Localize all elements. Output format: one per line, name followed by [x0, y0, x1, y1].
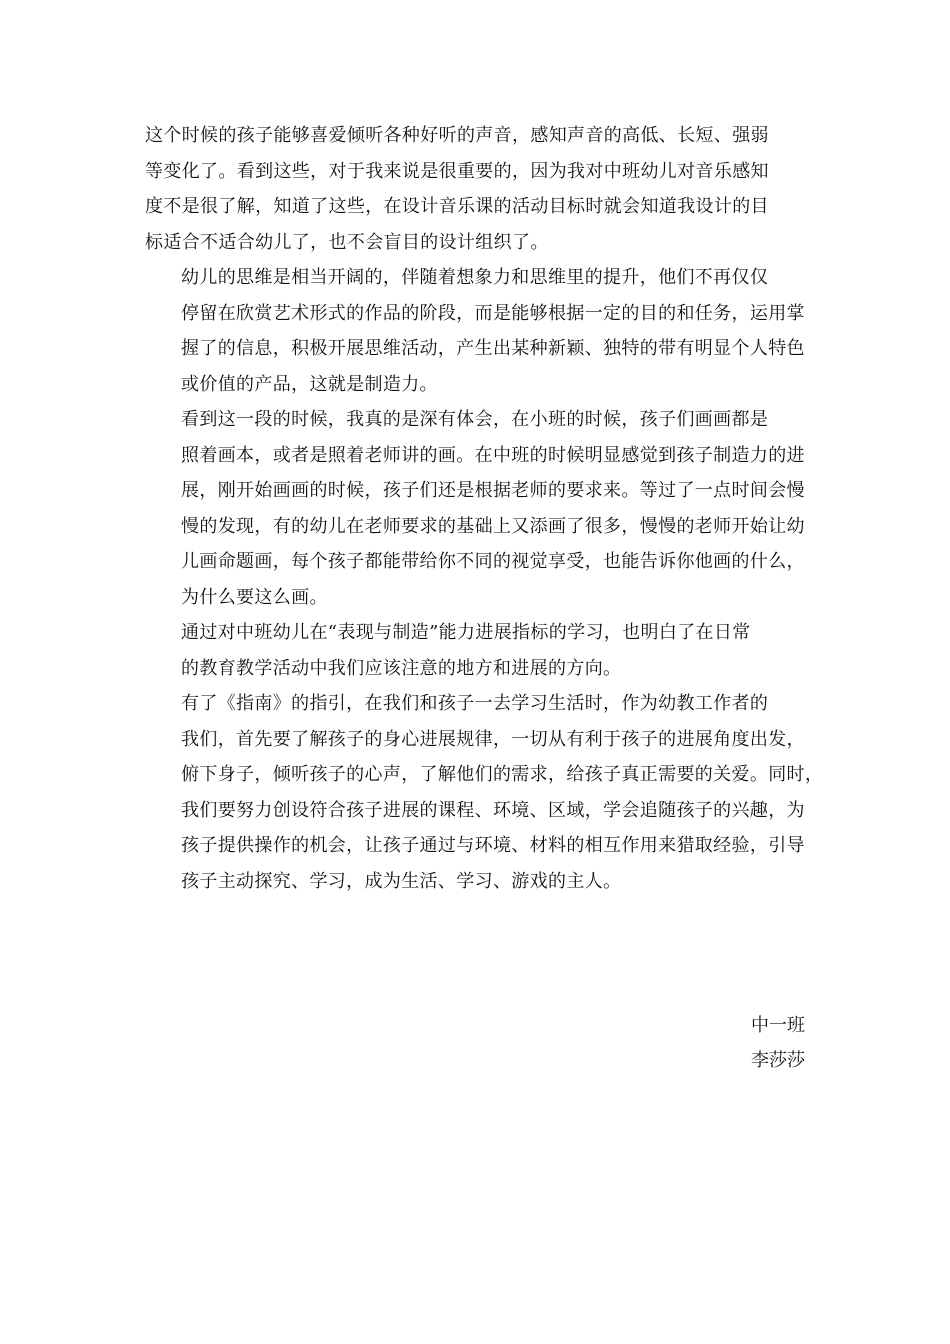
text-line: 这个时候的孩子能够喜爱倾听各种好听的声音，感知声音的高低、长短、强弱 — [145, 125, 769, 146]
text-line: 慢的发现，有的幼儿在老师要求的基础上又添画了很多，慢慢的老师开始让幼 — [181, 515, 805, 537]
text-line: 握了的信息，积极开展思维活动，产生出某种新颖、独特的带有明显个人特色 — [181, 338, 805, 359]
text-line: 幼儿的思维是相当开阔的，伴随着想象力和思维里的提升，他们不再仅仅 — [181, 267, 769, 288]
text-line: 为什么要这么画。 — [181, 586, 328, 608]
signature-author: 李莎莎 — [751, 1050, 805, 1071]
text-line: 儿画命题画，每个孩子都能带给你不同的视觉享受，也能告诉你他画的什么， — [181, 551, 805, 572]
paragraph — [145, 402, 805, 615]
text-line: 的教育教学活动中我们应该注意的地方和进展的方向。 — [181, 657, 622, 679]
text-line: 度不是很了解，知道了这些，在设计音乐课的活动目标时就会知道我设计的目 — [145, 196, 769, 217]
paragraph — [145, 686, 824, 899]
text-line: 展，刚开始画画的时候，孩子们还是根据老师的要求来。等过了一点时间会慢 — [181, 480, 805, 501]
text-line: 标适合不适合幼儿了，也不会盲目的设计组织了。 — [145, 231, 549, 253]
text-line: 或价值的产品，这就是制造力。 — [181, 373, 438, 395]
text-line: 我们要努力创设符合孩子进展的课程、环境、区域，学会追随孩子的兴趣，为 — [181, 799, 805, 821]
text-line: 俯下身子，倾听孩子的心声，了解他们的需求，给孩子真正需要的关爱。同时， — [181, 764, 824, 785]
text-line: 孩子提供操作的机会，让孩子通过与环境、材料的相互作用来猎取经验，引导 — [181, 835, 805, 856]
text-line: 有了《指南》的指引，在我们和孩子一去学习生活时，作为幼教工作者的 — [181, 693, 769, 714]
text-line: 等变化了。看到这些，对于我来说是很重要的，因为我对中班幼儿对音乐感知 — [145, 160, 769, 182]
paragraph — [145, 118, 805, 260]
text-line: 照着画本，或者是照着老师讲的画。在中班的时候明显感觉到孩子制造力的进 — [181, 444, 805, 466]
paragraph — [145, 260, 805, 402]
text-line: 孩子主动探究、学习，成为生活、学习、游戏的主人。 — [181, 870, 622, 892]
text-line: 通过对中班幼儿在“表现与制造”能力进展指标的学习，也明白了在日常 — [181, 622, 751, 643]
paragraph — [145, 615, 805, 686]
body-text — [145, 118, 824, 899]
text-line: 停留在欣赏艺术形式的作品的阶段，而是能够根据一定的目的和任务，运用掌 — [181, 302, 805, 324]
text-line: 看到这一段的时候，我真的是深有体会，在小班的时候，孩子们画画都是 — [181, 409, 769, 430]
signature-class: 中一班 — [751, 1015, 805, 1036]
text-line: 我们，首先要了解孩子的身心进展规律，一切从有利于孩子的进展角度出发， — [181, 728, 805, 750]
